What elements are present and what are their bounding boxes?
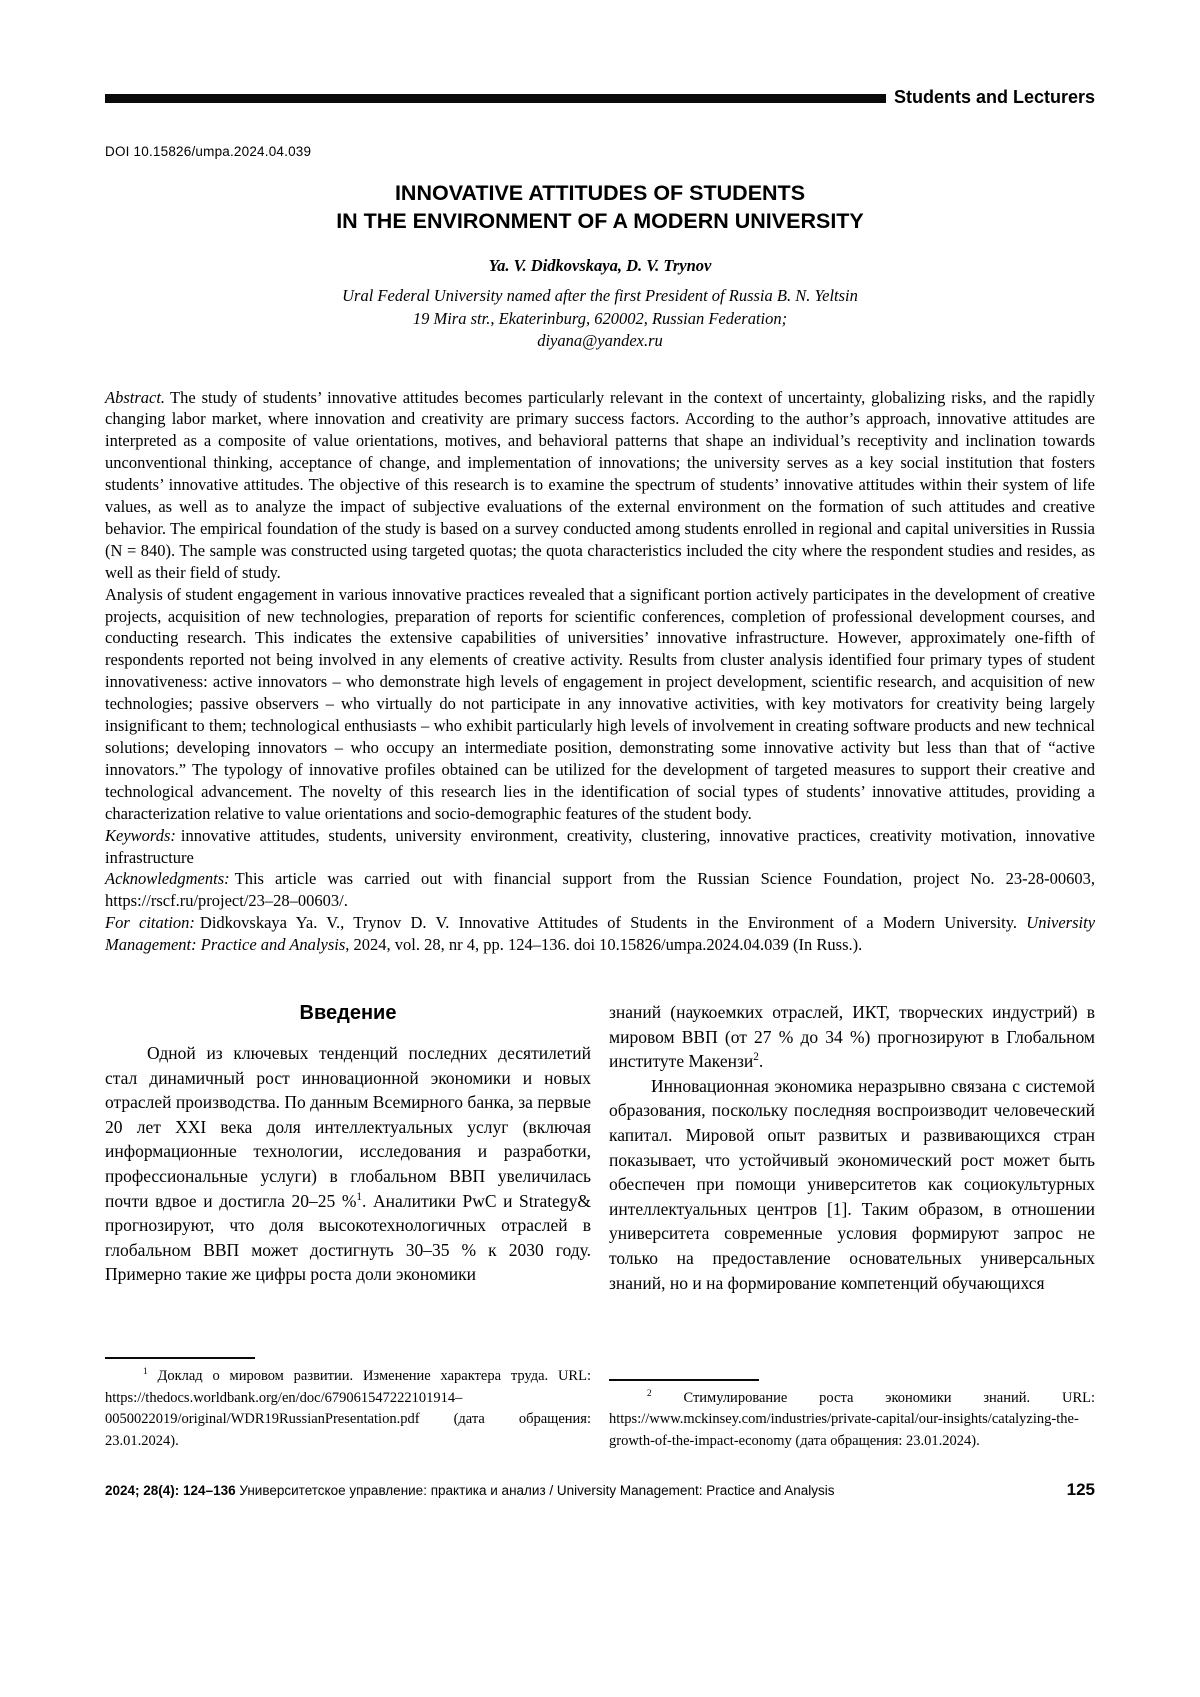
intro-right-paragraph-2: Инновационная экономика неразрывно связана с системой образования, поскольку последняя воспроизводит человеческий капитал. Мировой опыт развитых и развивающихся стран показывает, что устойчивый экономический рост может быть обеспечен при помощи университетов как социокультурных интеллектуальных центров [1]. Таким образом, в отношении университета современные условия формируют запрос не только на предоставление основательных универсальных знаний, но и на формирование компетенций обучающихся: [609, 1075, 1095, 1293]
acknowledgments-lead: Acknowledgments:: [105, 869, 230, 889]
footnote-1-number: 1: [143, 1367, 148, 1378]
acknowledgments-text: This article was carried out with financial support from the Russian Science Foundation, project No. 23-28-00603, https://rscf.ru/project/23–28–00603/.: [105, 869, 1095, 911]
abstract-paragraph-1-text: The study of students’ innovative attitudes becomes particularly relevant in the context of uncertainty, globalizing risks, and the rapidly changing labor market, where innovation and creativity are primary success factors. According to the author’s approach, innovative attitudes are interpreted as a composite of value orientations, motives, and behavioral patterns that shape an individual’s receptivity and inclination towards unconventional thinking, acceptance of change, and implementation of innovations; the university serves as a key social institution that fosters students’ innovative attitudes. The objective of this research is to examine the spectrum of students’ innovative attitudes within their system of life values, as well as to analyze the impact of subjective evaluations of the external environment on the formation of such attitudes and creative behavior. The empirical foundation of the study is based on a survey conducted among students enrolled in regional and capital universities in Russia (N = 840). The sample was constructed using targeted quotas; the quota characteristics included the city where the respondent studies and resides, as well as their field of study.: [105, 387, 1095, 582]
keywords-paragraph: [105, 825, 1095, 869]
section-label: Students and Lecturers: [893, 87, 1095, 107]
article-title: [105, 179, 1095, 235]
footnote-rule-right: [609, 1379, 759, 1381]
citation-journal-name: University Management: Practice and Analysis: [105, 913, 1096, 955]
abstract-paragraph-2: Analysis of student engagement in various innovative practices revealed that a significant portion actively participates in the development of creative projects, acquisition of new technologies, preparation of reports for scientific conferences, completion of professional development courses, and conducting research. This indicates the extensive capabilities of universities’ innovative infrastructure. However, approximately one-fifth of respondents reported not being involved in any elements of creative activity. Results from cluster analysis identified four primary types of student innovativeness: active innovators – who demonstrate high levels of engagement in project development, scientific research, and acquisition of new technologies; passive observers – who virtually do not participate in any innovative activities, with key motivators for creativity being largely insignificant to them; technological enthusiasts – who exhibit particularly high levels of involvement in creating software products and new technical solutions; developing innovators – who occupy an intermediate position, demonstrating some innovative activity but less than that of “active innovators.” The typology of innovative profiles obtained can be utilized for the development of targeted measures to support their creative and technological advancement. The novelty of this research lies in the identification of social types of students’ innovative attitudes, providing a characterization relative to value orientations and socio-demographic features of the student body.: [105, 584, 1095, 823]
doi-text: DOI 10.15826/umpa.2024.04.039: [105, 144, 312, 159]
two-column-section: [105, 1000, 1095, 1454]
article-title-line-2: IN THE ENVIRONMENT OF A MODERN UNIVERSITY: [336, 209, 864, 233]
footnote-marker-1: 1: [356, 1190, 362, 1203]
footnote-1-text: Доклад о мировом развитии. Изменение характера труда. URL: https://thedocs.worldbank.org/en/doc/679061547222101914–0050022019/original/WDR19RussianPresentation.pdf (дата обращения: 23.01.2024).: [105, 1368, 591, 1449]
intro-heading: Введение: [299, 1002, 397, 1025]
citation-lead: For citation:: [105, 913, 195, 933]
citation-text-2: , 2024, vol. 28, nr 4, pp. 124–136. doi 10.15826/umpa.2024.04.039 (In Russ.).: [345, 935, 863, 955]
header-rule: [105, 94, 886, 103]
acknowledgments-paragraph: [105, 868, 1095, 912]
abstract-paragraph-1: [105, 387, 1095, 584]
footer-journal-line: [105, 1483, 1067, 1498]
affiliation-line-1: Ural Federal University named after the first President of Russia B. N. Yeltsin: [342, 286, 858, 305]
footnote-2-text: Стимулирование роста экономики знаний. URL: https://www.mckinsey.com/industries/private-capital/our-insights/catalyzing-the-growth-of-the-impact-economy (дата обращения: 23.01.2024).: [609, 1389, 1095, 1449]
left-column: [105, 1000, 591, 1454]
page-number: 125: [1066, 1480, 1095, 1500]
right-column: [609, 1000, 1095, 1454]
abstract-block: [105, 387, 1095, 957]
footer-journal-title: Университетское управление: практика и анализ / University Management: Practice and Analysis: [239, 1483, 835, 1499]
footnote-2: [609, 1388, 1095, 1453]
affiliation-block: [105, 285, 1095, 353]
footnote-rule-left: [105, 1357, 255, 1359]
authors-line: Ya. V. Didkovskaya, D. V. Trynov: [488, 256, 712, 275]
intro-left-paragraph: Одной из ключевых тенденций последних десятилетий стал динамичный рост инновационной экономики и новых отраслей производства. По данным Всемирного банка, за первые 20 лет XXI века доля интеллектуальных услуг (включая информационные технологии, исследования и разработки, профессиональные услуги) в глобальном ВВП увеличилась почти вдвое и достигла 20–25 %$^1$. Аналитики PwC и Strategy& прогнозируют, что доля высокотехнологичных отраслей в глобальном ВВП может достигнуть 30–35 % к 2030 году. Примерно такие же цифры роста доли экономики: [105, 1043, 591, 1285]
footnote-2-number: 2: [647, 1388, 652, 1399]
right-footnote-block: [609, 1379, 1095, 1455]
article-title-line-1: INNOVATIVE ATTITUDES OF STUDENTS: [394, 181, 806, 205]
page-footer: [105, 1480, 1095, 1500]
left-footnote-block: [105, 1357, 591, 1454]
citation-paragraph: [105, 912, 1095, 956]
intro-right-paragraph-1: знаний (наукоемких отраслей, ИКТ, творческих индустрий) в мировом ВВП (от 27 % до 34 %) прогнозируют в Глобальном институте Макензи$^2$.: [609, 1002, 1095, 1072]
footer-issue: 2024; 28(4): 124–136: [105, 1483, 236, 1499]
affiliation-line-2: 19 Mira str., Ekaterinburg, 620002, Russian Federation;: [412, 308, 788, 328]
keywords-lead: Keywords:: [105, 825, 176, 845]
footnote-marker-2: 2: [753, 1051, 759, 1064]
footnote-1: [105, 1366, 591, 1452]
citation-text-1: Didkovskaya Ya. V., Trynov D. V. Innovative Attitudes of Students in the Environment of a Modern University.: [199, 913, 1018, 933]
affiliation-line-3: diyana@yandex.ru: [537, 331, 663, 350]
keywords-text: innovative attitudes, students, university environment, creativity, clustering, innovative practices, creativity motivation, innovative infrastructure: [105, 825, 1095, 867]
running-head: [105, 88, 1095, 106]
abstract-lead: Abstract.: [105, 387, 166, 407]
